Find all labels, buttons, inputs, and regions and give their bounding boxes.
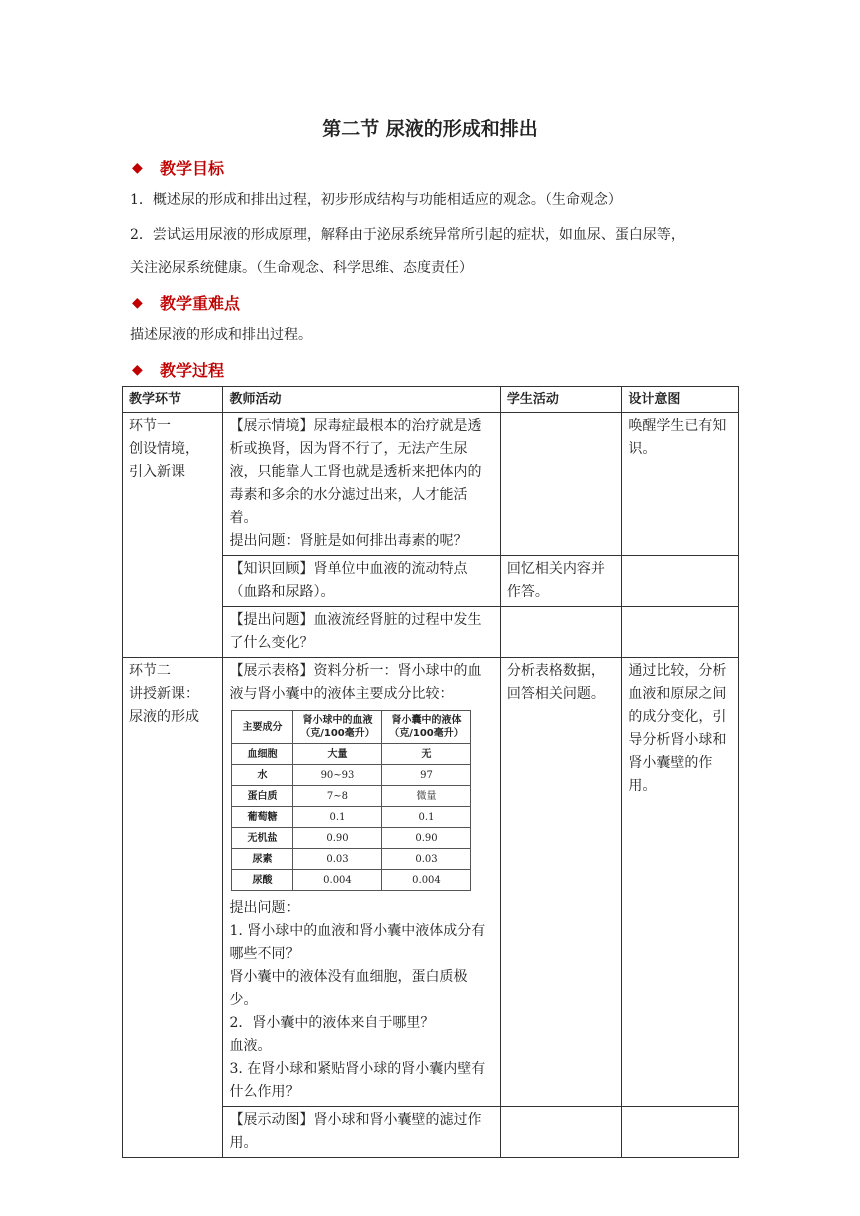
stage2-teacher-2 <box>223 1107 500 1158</box>
teacher-text: 尿毒症最根本的治疗就是透析或换肾，因为肾不行了，无法产生尿液，只能靠人工肾也就是透析来把体内的毒素和多余的水分滤过出来，人才能活着。 <box>229 418 482 526</box>
composition-cell: 0.1 <box>382 807 471 828</box>
answer-line: 血液。 <box>229 1038 272 1054</box>
section-process-label: 教学过程 <box>160 361 225 380</box>
composition-cell: 葡萄糖 <box>232 807 293 828</box>
question-line: 3. 在肾小球和紧贴肾小球的肾小囊内壁有什么作用？ <box>229 1061 486 1100</box>
stage1-student-3 <box>500 607 622 658</box>
composition-row <box>232 807 471 828</box>
stage1-label-line: 引入新课 <box>129 464 185 480</box>
question-line: 1. 肾小球中的血液和肾小囊中液体成分有哪些不同？ <box>229 923 486 962</box>
stage1-intent-3 <box>622 607 739 658</box>
composition-cell: 尿素 <box>232 849 293 870</box>
tag-label: 【展示表格】 <box>229 663 314 679</box>
stage1-student-2: 回忆相关内容并作答。 <box>500 556 622 607</box>
teacher-text: 肾小球和肾小囊壁的滤过作用。 <box>229 1112 482 1151</box>
composition-cell: 90~93 <box>293 765 382 786</box>
teacher-text: 资料分析一：肾小球中的血液与肾小囊中的液体主要成分比较： <box>229 663 482 702</box>
stage1-intent: 唤醒学生已有知识。 <box>622 413 739 556</box>
composition-row <box>232 744 471 765</box>
stage2-intent-2 <box>622 1107 739 1158</box>
stage1-label-line: 环节一 <box>129 418 171 434</box>
composition-cell: 血细胞 <box>232 744 293 765</box>
section-goals-label: 教学目标 <box>160 159 225 178</box>
diamond-bullet-icon: ◆ <box>132 159 143 176</box>
composition-cell: 无机盐 <box>232 828 293 849</box>
tag-label: 【提出问题】 <box>229 612 314 628</box>
composition-row <box>232 870 471 891</box>
tag-label: 【展示情境】 <box>229 418 314 434</box>
page-title: 第二节 尿液的形成和排出 <box>322 118 538 140</box>
stage2-label-line: 环节二 <box>129 663 171 679</box>
composition-header-cell: 主要成分 <box>232 711 293 744</box>
section-keypoints-heading <box>132 291 240 314</box>
composition-cell: 0.004 <box>382 870 471 891</box>
header-student: 学生活动 <box>500 387 622 413</box>
composition-cell: 大量 <box>293 744 382 765</box>
stage1-teacher-1 <box>223 413 500 556</box>
goal-item-2-cont: 关注泌尿系统健康。（生命观念、科学思维、态度责任） <box>130 260 473 276</box>
stage1-intent-2 <box>622 556 739 607</box>
composition-cell: 0.03 <box>382 849 471 870</box>
table-row <box>123 413 739 556</box>
header-stage: 教学环节 <box>123 387 223 413</box>
composition-cell: 微量 <box>382 786 471 807</box>
header-intent: 设计意图 <box>622 387 739 413</box>
composition-cell: 水 <box>232 765 293 786</box>
question-line: 提出问题： <box>229 900 300 916</box>
composition-cell: 97 <box>382 765 471 786</box>
composition-row <box>232 828 471 849</box>
composition-table <box>231 710 471 891</box>
table-row <box>123 658 739 1107</box>
section-goals-heading <box>132 156 224 179</box>
stage2-student-1: 分析表格数据，回答相关问题。 <box>500 658 622 1107</box>
composition-cell: 0.90 <box>293 828 382 849</box>
stage1-teacher-2 <box>223 556 500 607</box>
teacher-question: 提出问题：肾脏是如何排出毒素的呢？ <box>229 533 468 549</box>
composition-row <box>232 786 471 807</box>
goal-item-2: 2．尝试运用尿液的形成原理，解释由于泌尿系统异常所引起的症状，如血尿、蛋白尿等， <box>130 227 685 243</box>
stage2-label-line: 尿液的形成 <box>129 709 199 725</box>
stage2-student-2 <box>500 1107 622 1158</box>
process-table-header <box>123 387 739 413</box>
composition-cell: 尿酸 <box>232 870 293 891</box>
tag-label: 【展示动图】 <box>229 1112 314 1128</box>
process-table <box>122 386 739 1158</box>
stage1-teacher-3 <box>223 607 500 658</box>
stage2-teacher-1 <box>223 658 500 1107</box>
stage2-intent-1: 通过比较，分析血液和原尿之间的成分变化，引导分析肾小球和肾小囊壁的作用。 <box>622 658 739 1107</box>
composition-cell: 蛋白质 <box>232 786 293 807</box>
question-line: 2．肾小囊中的液体来自于哪里？ <box>229 1015 435 1031</box>
composition-cell: 无 <box>382 744 471 765</box>
stage1-student-1 <box>500 413 622 556</box>
tag-label: 【知识回顾】 <box>229 561 314 577</box>
composition-cell: 0.03 <box>293 849 382 870</box>
composition-cell: 0.90 <box>382 828 471 849</box>
stage2-label-line: 讲授新课： <box>129 686 199 702</box>
teacher-text: 肾单位中血液的流动特点（血路和尿路）。 <box>229 561 468 600</box>
diamond-bullet-icon: ◆ <box>132 294 143 311</box>
stage1-label-line: 创设情境， <box>129 441 199 457</box>
section-process-heading <box>132 358 224 381</box>
composition-cell: 0.004 <box>293 870 382 891</box>
keypoints-text: 描述尿液的形成和排出过程。 <box>130 327 312 343</box>
diamond-bullet-icon: ◆ <box>132 361 143 378</box>
stage2-label <box>123 658 223 1158</box>
composition-header <box>232 711 471 744</box>
teacher-text: 血液流经肾脏的过程中发生了什么变化？ <box>229 612 482 651</box>
header-teacher: 教师活动 <box>223 387 500 413</box>
answer-line: 肾小囊中的液体没有血细胞，蛋白质极少。 <box>229 969 468 1008</box>
goal-item-1: 1．概述尿的形成和排出过程，初步形成结构与功能相适应的观念。（生命观念） <box>130 192 622 208</box>
composition-header-cell: 肾小囊中的液体（克/100毫升） <box>382 711 471 744</box>
section-keypoints-label: 教学重难点 <box>160 294 241 313</box>
composition-cell: 0.1 <box>293 807 382 828</box>
composition-cell: 7~8 <box>293 786 382 807</box>
composition-row <box>232 849 471 870</box>
composition-header-cell: 肾小球中的血液（克/100毫升） <box>293 711 382 744</box>
stage1-label <box>123 413 223 658</box>
composition-row <box>232 765 471 786</box>
